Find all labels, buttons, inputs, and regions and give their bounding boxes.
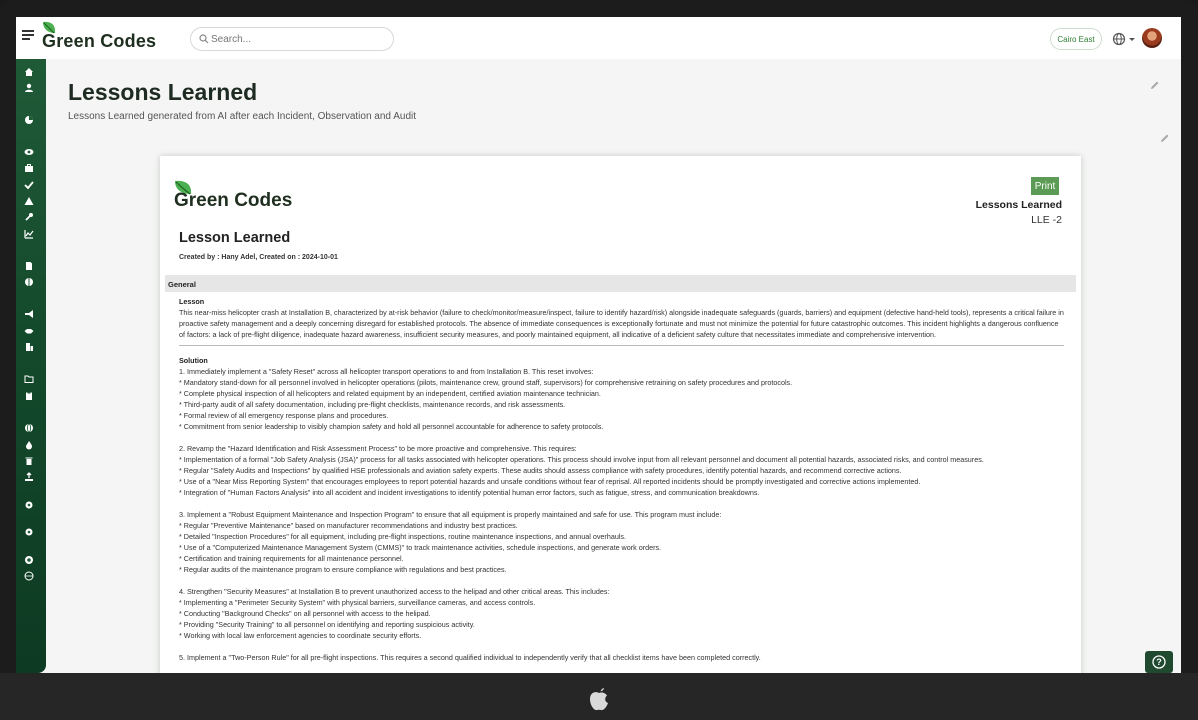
report-title: Lessons Learned bbox=[975, 199, 1062, 211]
eye-icon[interactable] bbox=[24, 147, 34, 157]
clipboard-icon[interactable] bbox=[24, 391, 34, 401]
search-box[interactable] bbox=[190, 27, 394, 51]
folder-icon[interactable] bbox=[24, 374, 34, 384]
solution-line: * Regular audits of the maintenance program to ensure compliance with regulations and best practices. bbox=[179, 565, 507, 574]
help-icon bbox=[1152, 655, 1166, 669]
user-icon[interactable] bbox=[24, 83, 34, 93]
world-icon[interactable] bbox=[24, 571, 34, 581]
solution-line: 3. Implement a "Robust Equipment Maintenance and Inspection Program" to ensure that all equipment is properly maintained and safe for use. This program must include: bbox=[179, 510, 722, 519]
solution-line: * Implementation of a formal "Job Safety Analysis (JSA)" process for all tasks associated with helicopter operations. This process should involve input from all relevant personnel and document all potential hazards, associated risks, and control measures. bbox=[179, 455, 984, 464]
app-name: Green Codes bbox=[42, 31, 157, 51]
gear-icon[interactable] bbox=[24, 500, 34, 510]
solution-line: * Formal review of all emergency response plans and procedures. bbox=[179, 411, 389, 420]
upload-icon[interactable] bbox=[24, 472, 34, 482]
settings-icon[interactable] bbox=[24, 527, 34, 537]
block-gap bbox=[179, 641, 1064, 652]
solution-line: * Commitment from senior leadership to visibly champion safety and hold all personnel accountable for adherence to safety protocols. bbox=[179, 422, 604, 431]
apple-logo-icon bbox=[586, 684, 612, 712]
solution-line: * Regular "Safety Audits and Inspections" by qualified HSE professionals and aviation safety experts. These audits should assess compliance with safety procedures, identify potential hazards, and recommend corrective actions. bbox=[179, 466, 902, 475]
report-content bbox=[179, 296, 1064, 663]
help-button[interactable] bbox=[1145, 651, 1173, 673]
svg-text:?: ? bbox=[1156, 657, 1162, 668]
print-button[interactable]: Print bbox=[1031, 177, 1059, 195]
block-gap bbox=[179, 498, 1064, 509]
chart-icon[interactable] bbox=[24, 229, 34, 239]
solution-line: * Use of a "Computerized Maintenance Management System (CMMS)" to track maintenance activities, schedule inspections, and generate work orders. bbox=[179, 543, 662, 552]
block-gap bbox=[179, 432, 1064, 443]
solution-line: * Complete physical inspection of all helicopters and related equipment by an independent, certified aviation maintenance technician. bbox=[179, 389, 601, 398]
solution-line: * Detailed "Inspection Procedures" for all equipment, including pre-flight inspections, routine maintenance inspections, and annual overhauls. bbox=[179, 532, 627, 541]
solution-line: 2. Revamp the "Hazard Identification and Risk Assessment Process" to be more proactive and comprehensive. This requires: bbox=[179, 444, 577, 453]
pie-chart-icon[interactable] bbox=[24, 115, 34, 125]
solution-line: * Integration of "Human Factors Analysis" into all accident and incident investigations to identify potential human error factors, such as fatigue, stress, and communication breakdowns. bbox=[179, 488, 760, 497]
handshake-icon[interactable] bbox=[24, 326, 34, 336]
report-brand: Green Codes bbox=[174, 190, 293, 211]
solution-line: * Certification and training requirements for all maintenance personnel. bbox=[179, 554, 404, 563]
page-subtitle: Lessons Learned generated from AI after each Incident, Observation and Audit bbox=[68, 111, 417, 122]
solution-line: * Mandatory stand-down for all personnel involved in helicopter operations (pilots, maintenance crew, ground staff, supervisors) for comprehensive retraining on safety procedures and protocols. bbox=[179, 378, 793, 387]
top-bar bbox=[16, 17, 1181, 59]
location-button[interactable]: Cairo East bbox=[1050, 28, 1102, 50]
support-icon[interactable] bbox=[24, 555, 34, 565]
solution-line: * Implementing a "Perimeter Security System" with physical barriers, surveillance cameras, and access controls. bbox=[179, 598, 536, 607]
app-screen bbox=[16, 17, 1181, 673]
page-title: Lessons Learned bbox=[68, 79, 258, 105]
solution-line: * Working with local law enforcement agencies to coordinate security efforts. bbox=[179, 631, 422, 640]
trash-icon[interactable] bbox=[24, 456, 34, 466]
language-globe-icon[interactable] bbox=[1112, 31, 1136, 47]
solution-label: Solution bbox=[179, 356, 208, 365]
document-title: Lesson Learned bbox=[179, 230, 291, 246]
search-input[interactable] bbox=[211, 31, 381, 47]
report-code: LLE -2 bbox=[1031, 214, 1062, 226]
solution-line: 4. Strengthen "Security Measures" at Installation B to prevent unauthorized access to the helipad and other critical areas. This includes: bbox=[179, 587, 610, 596]
wrench-icon[interactable] bbox=[24, 212, 34, 222]
block-gap bbox=[179, 575, 1064, 586]
solution-line: * Regular "Preventive Maintenance" based on manufacturer recommendations and industry best practices. bbox=[179, 521, 518, 530]
document-icon[interactable] bbox=[24, 261, 34, 271]
fire-icon[interactable] bbox=[24, 440, 34, 450]
solution-line: * Providing "Security Training" to all personnel on identifying and reporting suspicious activity. bbox=[179, 620, 475, 629]
lesson-learned-report bbox=[160, 156, 1081, 673]
lesson-label: Lesson bbox=[179, 297, 205, 306]
leaf-icon[interactable] bbox=[24, 277, 34, 287]
building-icon[interactable] bbox=[24, 342, 34, 352]
solution-line: * Conducting "Background Checks" on all personnel with access to the helipad. bbox=[179, 609, 431, 618]
check-icon[interactable] bbox=[24, 180, 34, 190]
solution-line: 5. Implement a "Two-Person Rule" for all pre-flight inspections. This requires a second qualified individual to independently verify that all checklist items have been completed correctly. bbox=[179, 653, 761, 662]
home-icon[interactable] bbox=[24, 67, 34, 77]
divider bbox=[179, 345, 1064, 346]
hamburger-menu-icon[interactable] bbox=[22, 30, 34, 40]
sidebar bbox=[16, 59, 46, 673]
lesson-text: This near-miss helicopter crash at Installation B, characterized by at-risk behavior (failure to check/monitor/measure/inspect, failure to identify hazard/risk) alongside inadequate safeguards (guards, barriers) and equipment (defective hand-held tools), represents a critical failure in proactive safety management and a deeply concerning disregard for established protocols. The absence of immediate consequences is exceptionally fortunate and must not minimize the potential for future catastrophic outcomes. This incident highlights a dangerous confluence of factors: a lack of pre-flight diligence, inadequate hazard awareness, insufficient security measures, and poorly maintained equipment, all indicative of a deficient safety culture that necessitates immediate and comprehensive intervention. bbox=[179, 308, 1064, 339]
megaphone-icon[interactable] bbox=[24, 309, 34, 319]
section-header-general: General bbox=[165, 275, 1076, 292]
document-meta: Created by : Hany Adel, Created on : 2024-10-01 bbox=[179, 254, 338, 261]
solution-list bbox=[179, 366, 1064, 663]
user-avatar[interactable] bbox=[1142, 28, 1162, 48]
globe-icon[interactable] bbox=[24, 423, 34, 433]
solution-line: * Use of a "Near Miss Reporting System" that encourages employees to report potential hazards and unsafe conditions without fear of reprisal. All reported incidents should be promptly investigated and corrective actions implemented. bbox=[179, 477, 921, 486]
warning-icon[interactable] bbox=[24, 196, 34, 206]
search-icon bbox=[199, 34, 209, 44]
edit-pencil-icon[interactable] bbox=[1160, 133, 1170, 143]
briefcase-icon[interactable] bbox=[24, 163, 34, 173]
solution-line: * Third-party audit of all safety documentation, including pre-flight checklists, maintenance records, and risk assessments. bbox=[179, 400, 566, 409]
solution-line: 1. Immediately implement a "Safety Reset" across all helicopter transport operations to and from Installation B. This reset involves: bbox=[179, 367, 594, 376]
edit-pencil-icon[interactable] bbox=[1150, 80, 1160, 90]
